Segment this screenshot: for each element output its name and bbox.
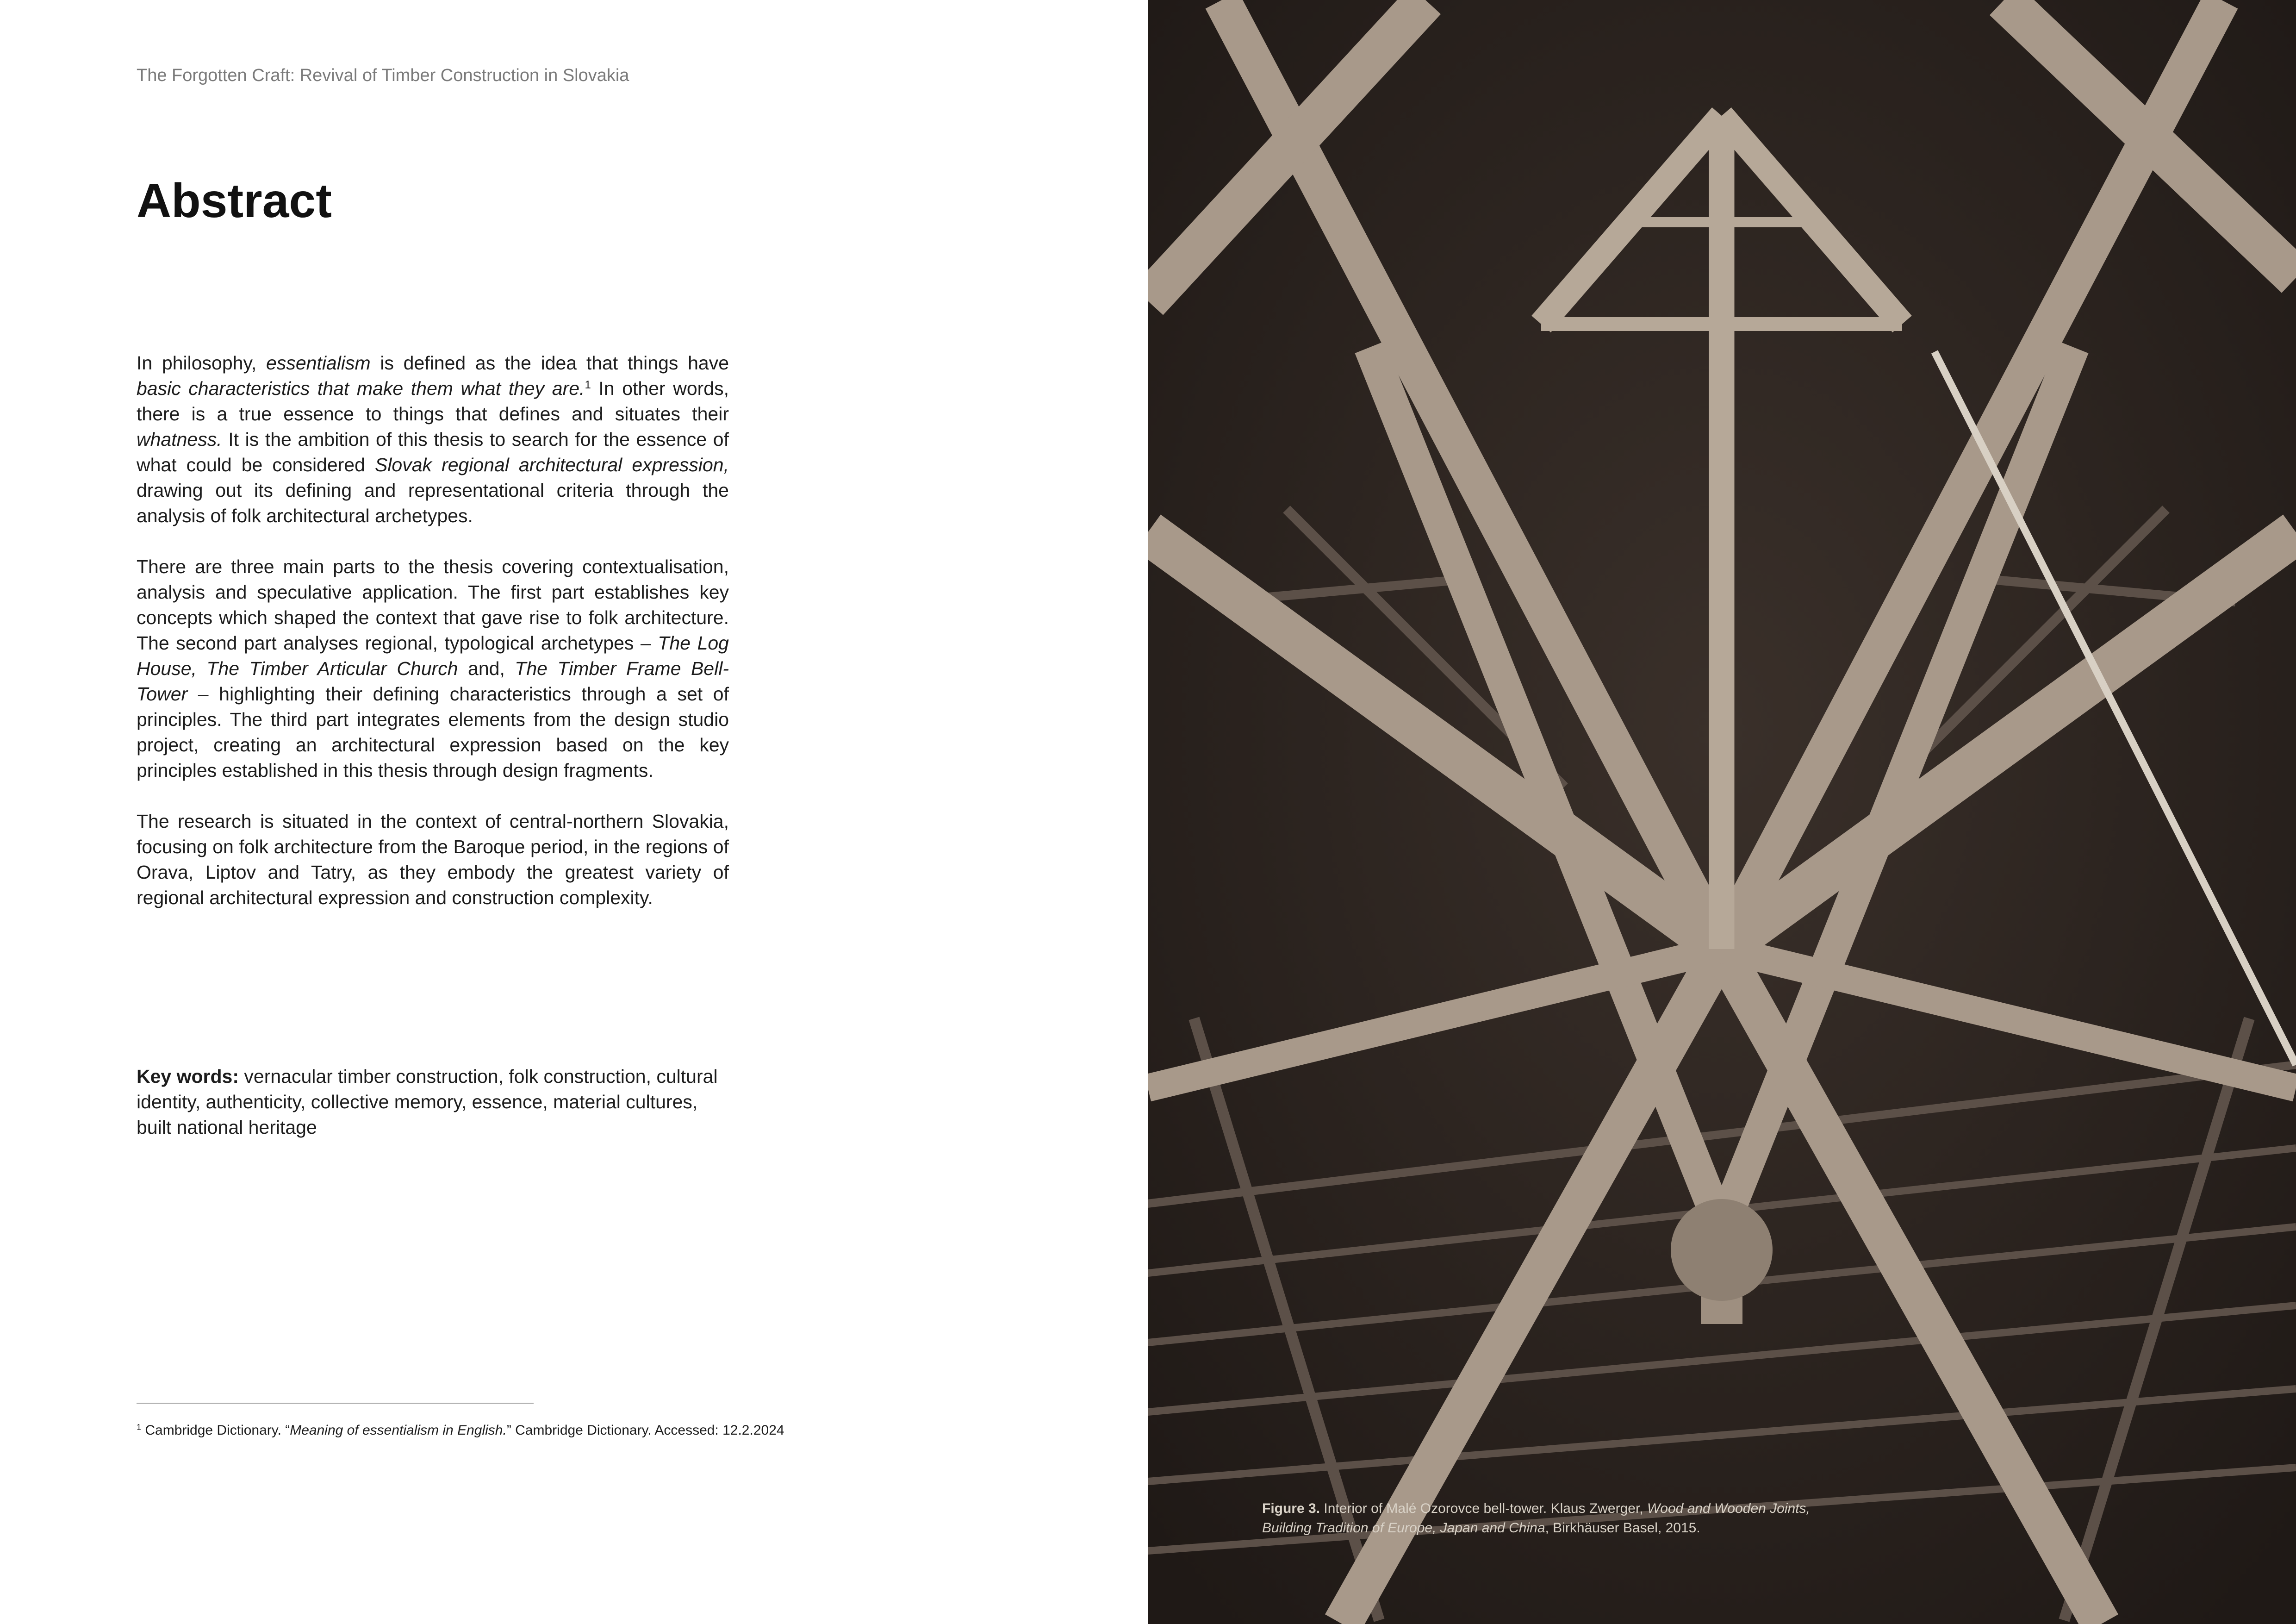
running-header: The Forgotten Craft: Revival of Timber Construction in Slovakia	[137, 66, 629, 85]
footnote: $^1$ Cambridge Dictionary. “Meaning of essentialism in English.” Cambridge Dictionary. Accessed: 12.2.2024	[137, 1423, 784, 1438]
abstract-paragraph-1: In philosophy, essentialism is defined as the idea that things have basic characteristics that make them what they are.$^1$ In other words, there is a true essence to things that defines and situates their whatness. It is the ambition of this thesis to search for the essence of what could be considered Slovak regional architectural expression, drawing out its defining and representational criteria through the analysis of folk architectural archetypes.	[137, 352, 729, 526]
abstract-body	[137, 350, 729, 911]
keywords-label: Key words:	[137, 1066, 239, 1087]
footnote-divider	[137, 1403, 534, 1404]
footnote-reference[interactable]: 1	[585, 379, 591, 391]
figure-label: Figure 3.	[1262, 1501, 1320, 1516]
page-title: Abstract	[137, 174, 332, 228]
figure-caption: Figure 3. Interior of Malé Ozorovce bell-tower. Klaus Zwerger, Wood and Wooden Joints, Building Tradition of Europe, Japan and China, Birkhäuser Basel, 2015.	[1262, 1501, 1810, 1536]
keywords	[137, 1064, 734, 1140]
bell-tower-photo	[1148, 0, 2296, 1624]
right-page	[1148, 0, 2296, 1624]
abstract-paragraph-3: The research is situated in the context of central-northern Slovakia, focusing on folk architecture from the Baroque period, in the regions of Orava, Liptov and Tatry, as they embody the greatest variety of regional architectural expression and construction complexity.	[137, 811, 729, 908]
footnote-number: 1	[137, 1423, 142, 1432]
abstract-paragraph-2: There are three main parts to the thesis covering contextualisation, analysis and speculative application. The first part establishes key concepts which shaped the context that gave rise to folk architecture. The second part analyses regional, typological archetypes – The Log House, The Timber Articular Church and, The Timber Frame Bell-Tower – highlighting their defining characteristics through a set of principles. The third part integrates elements from the design studio project, creating an architectural expression based on the key principles established in this thesis through design fragments.	[137, 556, 729, 781]
keywords-text: vernacular timber construction, folk construction, cultural identity, authenticity, collective memory, essence, material cultures, built national heritage	[137, 1066, 718, 1138]
